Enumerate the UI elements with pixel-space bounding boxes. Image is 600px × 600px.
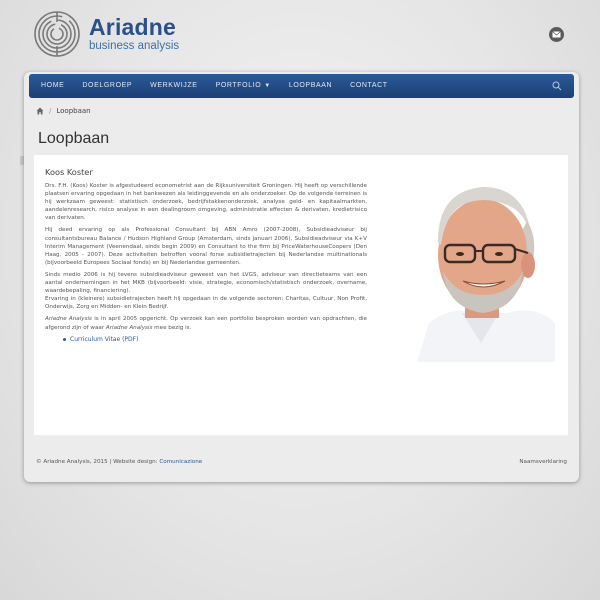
main-panel [24, 72, 579, 482]
nav-item-contact[interactable]: CONTACT [350, 82, 388, 89]
closing-text-2: mee bezig is. [152, 324, 192, 331]
breadcrumb [36, 107, 91, 115]
nav-item-werkwijze[interactable]: WERKWIJZE [150, 82, 198, 89]
paragraph: Drs. F.H. (Koos) Koster is afgestudeerd econometrist aan de Rijksuniversiteit Groningen. Hij heeft op verschillende plaatsen ervaring opgedaan in het bankwezen als leidinggevende en als onderzoeker. Op de volgende terreinen is hij werkzaam geweest: statistisch onderzoek, bedrijfstakkenonderzoek, analyse geld- en kapitaalmarkten, aandelenresearch, risico analyse in een dealingroom omgeving, administratie effecten & derivaten, kredietrisico van derivaten. [45, 183, 367, 222]
profile-photo [407, 173, 555, 362]
nav-item-portfolio[interactable] [207, 74, 280, 98]
closing-paragraph [45, 315, 367, 331]
main-navigation [29, 74, 574, 98]
search-icon[interactable] [552, 81, 562, 91]
disclaimer-link[interactable]: Naamsverklaring [519, 459, 567, 465]
breadcrumb-current: Loopbaan [56, 107, 91, 115]
paragraph: Hij deed ervaring op als Professional Consultant bij ABN Amro (2007-2008), Subsidieadviseur bij consultantsbureau Balance / Hudson Highland Group (Amsterdam, sinds januari 2006), Subsidieadviseur via K+V Interim Management (Veenendaal, sinds begin 2009) en Consultant to the firm bij PriceWaterhouseCoopers (Den Haag, 2005 - 2007). Deze activiteiten betroffen vooral forse subsidietrajecten bij Nederlandse multinationals (bijvoorbeeld Europees Sociaal fonds) en bij Nederlandse gemeenten. [45, 227, 367, 266]
brand-mention: Ariadne Analysis [45, 316, 92, 323]
envelope-icon[interactable] [549, 27, 564, 42]
brand-mention: Ariadne Analysis [105, 324, 153, 331]
cv-link-label: Curriculum Vitae (PDF) [70, 335, 139, 343]
nav-item-loopbaan[interactable]: LOOPBAAN [288, 82, 333, 89]
paragraph: Ervaring in (kleinere) subsidietrajecten heeft hij opgedaan in de volgende sectoren: Charitas, Cultuur, Non Profit, Onderwijs, Zorg en Midden- en Klein Bedrijf. [45, 296, 367, 311]
designer-link[interactable]: Comunicazione [159, 459, 203, 465]
brand-name: Ariadne [89, 14, 177, 40]
footer-copyright [36, 459, 202, 465]
person-name: Koos Koster [45, 167, 93, 177]
paragraph: Sinds medio 2006 is hij tevens subsidieadviseur geweest van het LVGS, adviseur van directieteams van een aantal ondernemingen in het MKB (bijvoorbeeld: visie, strategie, economisch/statistisch onderzoek, overname, waardebepaling, financiering). [45, 271, 367, 295]
chevron-down-icon: ▼ [264, 83, 271, 89]
breadcrumb-separator: / [49, 107, 52, 115]
nav-item-home[interactable]: HOME [41, 82, 65, 89]
site-logo[interactable] [33, 10, 179, 58]
labyrinth-logo-icon [33, 10, 81, 58]
content-area [34, 155, 568, 435]
cv-link[interactable] [63, 336, 367, 343]
bullet [63, 338, 66, 341]
page-title: Loopbaan [38, 130, 110, 147]
home-icon[interactable] [36, 107, 44, 115]
nav-item-portfolio-label: PORTFOLIO [215, 82, 262, 89]
profile-text [45, 167, 367, 343]
brand-tagline: business analysis [89, 40, 180, 52]
closing-text-1: is in april 2005 opgericht. Op verzoek kan een portfolio besproken worden van opdrachten, die afgerond zijn of waar [45, 316, 367, 331]
copyright-text: © Ariadne Analysis, 2015 | Website design: [36, 459, 160, 465]
footer [36, 459, 567, 465]
nav-item-doelgroep[interactable]: DOELGROEP [82, 82, 133, 89]
